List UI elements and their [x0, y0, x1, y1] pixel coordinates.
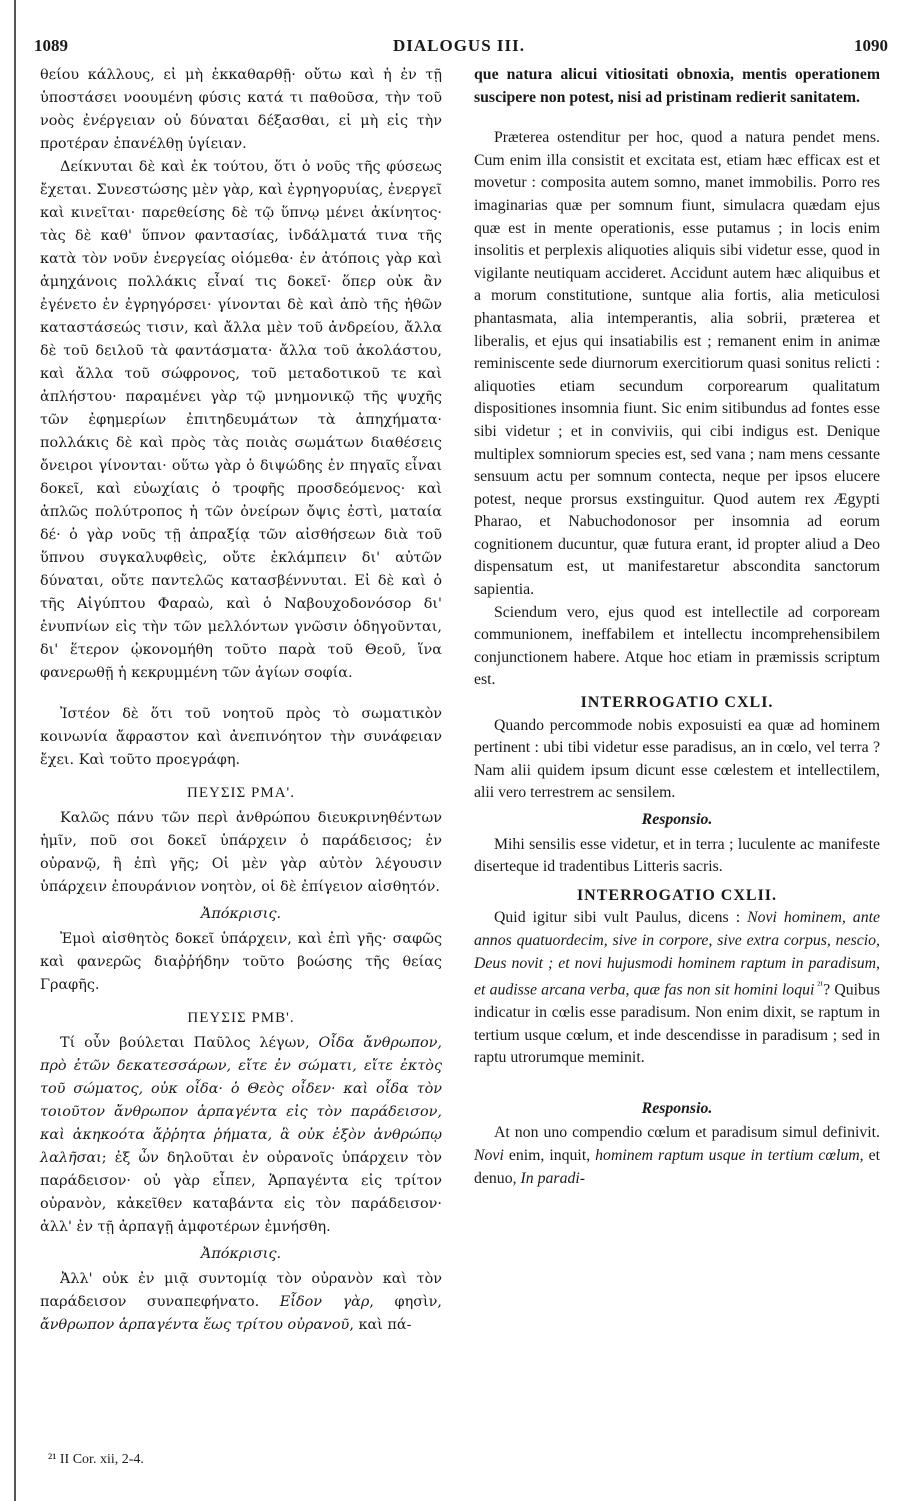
greek-q142-lead: Τί οὖν βούλεται Παῦλος λέγων,	[60, 1035, 319, 1051]
left-page-number: 1089	[34, 36, 68, 55]
latin-paragraph-3: Sciendum vero, ejus quod est intellectile ad corpoream communionem, ineffabilem et intellectu incomprehensibilem conjunctionem habere. Atque hoc etiam in præmissis scriptum est.	[474, 603, 880, 689]
greek-answer-142	[40, 1268, 442, 1337]
latin-q142-quote: Novi hominem, ante annos quatuordecim, sive in corpore, sive extra corpus, nescio, Deus novit ; et novi hujusmodi hominem raptum in paradisum, et audisse arcana verba, quæ fas non sit homini loqui	[474, 909, 880, 999]
right-page-number: 1090	[854, 36, 888, 55]
greek-q142-rest: ; ἐξ ὧν δηλοῦται ἐν οὐρανοῖς ὑπάρχειν τὸν παράδεισον· οὐ γὰρ εἶπεν, Ἁρπαγέντα εἰς τρίτον οὐρανὸν, κἀκεῖθεν καταβάντα εἰς τὸν παράδεισον· ἀλλ' ἐν τῇ ἁρπαγῇ ἀμφοτέρων ἐμνήσθη.	[40, 1150, 442, 1235]
latin-question-heading-142: INTERROGATIO CXLII.	[576, 886, 778, 904]
greek-question-heading-142: ΠΕΥΣΙΣ ΡΜΒ'.	[187, 1010, 295, 1026]
greek-response-heading-1: Ἀπόκρισις.	[200, 906, 282, 922]
latin-question-141: Quando percommode nobis exposuisti ea quæ ad hominem pertinent : ubi tibi videtur esse paradisus, an in cœlo, vel terra ? Nam alii quidem ipsum dicunt esse cœlestem et intellectilem, alii vero terrestrem ac sensilem.	[474, 716, 880, 802]
greek-a142-lead: Ἀλλ' οὐκ ἐν μιᾷ συντομίᾳ τὸν οὐρανὸν καὶ τὸν παράδεισον συναπεφήνατο.	[40, 1271, 442, 1310]
greek-column	[40, 64, 442, 1337]
latin-a142-mid: enim, inquit,	[503, 1146, 596, 1164]
running-title: DIALOGUS III.	[392, 36, 526, 55]
latin-q142-lead: Quid igitur sibi vult Paulus, dicens :	[494, 909, 748, 927]
greek-question-142	[40, 1032, 442, 1239]
greek-paragraph-2: Δείκνυται δὲ καὶ ἐκ τούτου, ὅτι ὁ νοῦς τῆς φύσεως ἔχεται. Συνεστώσης μὲν γὰρ, καὶ ἐγρηγορυίας, ἐνεργεῖ καὶ κινεῖται· παρεθείσης δὲ τῷ ὕπνῳ μένει ἀκίνητος· τὰς δὲ καθ' ὕπνον φαντασίας, ἰνδάλματά τινα τῆς κατὰ τὸν νοῦν ἐνεργείας οἰόμεθα· ἐν ἀτόποις γὰρ καὶ ἀμηχάνοις πολλάκις εἶναί τις δοκεῖ· ὅπερ οὐκ ἂν ἐγένετο ἐν ἐγρηγόρσει· γίνονται δὲ καὶ ἀπὸ τῆς ἠθῶν καταστάσεώς τισιν, καὶ ἄλλα μὲν τοῦ ἀνδρείου, ἄλλα δὲ τοῦ δειλοῦ τὰ φαντάσματα· ἄλλα τοῦ ἀκολάστου, καὶ ἄλλα τοῦ σώφρονος, τοῦ μεταδοτικοῦ τε καὶ ἀπλήστου· παραμένει γὰρ τῷ μνημονικῷ τῆς ψυχῆς τῶν ἐφημερίων ἐπιτηδευμάτων τὰ ἀπηχήματα· πολλάκις δὲ καὶ πρὸς τὰς ποιὰς σωμάτων διαθέσεις ὄνειροι γίνονται· οὕτω γὰρ ὁ διψώδης ἐν πηγαῖς εἶναι δοκεῖ, καὶ εὐωχίαις ὁ τροφῆς προσδεόμενος· καὶ ἁπλῶς πολύτροπος ἡ τῶν ὀνείρων ὄψις ἐστὶ, ματαία δέ· ὁ γὰρ νοῦς τῇ ἀπραξίᾳ τῶν αἰσθήσεων διὰ τοῦ ὕπνου συγκαλυφθεὶς, οὔτε ἐκλάμπειν δι' αὐτῶν δύναται, οὔτε παντελῶς κατασβέννυται. Εἰ δὲ καὶ ὁ τῆς Αἰγύπτου Φαραὼ, καὶ ὁ Ναβουχοδονόσορ δι' ἐνυπνίων εἰς τὴν τῶν μελλόντων γνῶσιν ὁδηγοῦνται, δι' ἕτερον ᾠκονομήθη τοῦτο παρὰ τοῦ Θεοῦ, ἵνα φανερωθῇ ἡ κεκρυμμένη τῶν ἁγίων σοφία.	[40, 159, 442, 681]
latin-a142-mid-2: , et denuo,	[474, 1146, 880, 1187]
greek-paragraph-1: θείου κάλλους, εἰ μὴ ἐκκαθαρθῇ· οὔτω καὶ ἡ ἐν τῇ ὑποστάσει νοουμένη φύσις κατά τι παθοῦσα, τὴν τοῦ νοὸς ἐνέργειαν οὐ δύναται δέξασθαι, εἰ μὴ εἰς τὴν προτέραν ἐπανέλθῃ ὑγίειαν.	[40, 67, 442, 152]
greek-a142-quote-1: Εἶδον γὰρ	[279, 1294, 370, 1310]
greek-a142-end: , καὶ πά-	[349, 1317, 412, 1333]
latin-answer-141: Mihi sensilis esse videtur, et in terra ; luculente ac manifeste diserteque id tradentibus Litteris sacris.	[474, 835, 880, 876]
latin-a142-quote-3: In paradi-	[520, 1169, 586, 1187]
greek-answer-141: Ἐμοὶ αἰσθητὸς δοκεῖ ὑπάρχειν, καὶ ἐπὶ γῆς· σαφῶς καὶ φανερῶς διαῤῥήδην τοῦτο βοώσης τῆς θείας Γραφῆς.	[40, 931, 442, 993]
greek-question-heading-141: ΠΕΥΣΙΣ ΡΜΑ'.	[187, 785, 295, 801]
latin-response-heading-1: Responsio.	[641, 811, 713, 828]
footnote: ²¹ II Cor. xii, 2-4.	[48, 1452, 144, 1467]
latin-footnote-ref: ²¹	[814, 980, 824, 992]
binding-edge-line	[14, 0, 16, 1501]
latin-a142-lead: At non uno compendio cœlum et paradisum simul definivit.	[494, 1124, 880, 1142]
latin-question-142	[474, 907, 880, 1069]
greek-q142-quote: Οἶδα ἄνθρωπον, πρὸ ἐτῶν δεκατεσσάρων, εἴτε ἐν σώματι, εἴτε ἐκτὸς τοῦ σώματος, οὐκ οἶδα· ὁ Θεὸς οἶδεν· καὶ οἶδα τὸν τοιοῦτον ἄνθρωπον ἁρπαγέντα εἰς τὸν παράδεισον, καὶ ἀκηκοότα ἄῤῥητα ῥήματα, ἃ οὐκ ἐξὸν ἀνθρώπῳ λαλῆσαι	[40, 1035, 443, 1166]
greek-a142-quote-2: ἄνθρωπον ἁρπαγέντα ἕως τρίτου οὐρανοῦ	[40, 1317, 350, 1333]
greek-a142-mid: , φησὶν,	[369, 1294, 442, 1310]
greek-paragraph-3: Ἰστέον δὲ ὅτι τοῦ νοητοῦ πρὸς τὸ σωματικὸν κοινωνία ἄφραστον καὶ ἀνεπινόητον τὴν συνάφειαν ἔχει. Καὶ τοῦτο προεγράφη.	[40, 706, 442, 768]
latin-question-heading-141: INTERROGATIO CXLI.	[580, 694, 774, 712]
latin-paragraph-1: que natura alicui vitiositati obnoxia, mentis operationem suscipere non potest, nisi ad pristinam redierit sanitatem.	[474, 66, 880, 106]
latin-answer-142	[474, 1122, 880, 1190]
latin-response-heading-2: Responsio.	[641, 1099, 713, 1117]
greek-question-141: Καλῶς πάνυ τῶν περὶ ἀνθρώπου διευκρινηθέντων ἡμῖν, ποῦ σοι δοκεῖ ὑπάρχειν ὁ παράδεισος; ἐν οὐρανῷ, ἢ ἐπὶ γῆς; Οἱ μὲν γὰρ αὐτὸν λέγουσιν ὑπάρχειν ἐπουράνιον νοητὸν, οἱ δὲ ἐπίγειον αἰσθητόν.	[40, 810, 442, 895]
latin-a142-quote-2: hominem raptum usque in tertium cœlum	[595, 1146, 860, 1164]
latin-q142-rest: ? Quibus indicatur in cœlis esse paradisum. Non enim dixit, se raptum in tertium usque cœlum, et inde descendisse in paradisum ; sed in raptu utrorumque meminit.	[474, 981, 880, 1067]
latin-a142-quote-1: Novi	[474, 1146, 504, 1164]
greek-response-heading-2: Ἀπόκρισις.	[200, 1246, 282, 1262]
latin-column	[474, 64, 880, 1190]
latin-paragraph-2: Præterea ostenditur per hoc, quod a natura pendet mens. Cum enim illa consistit et excitata est, etiam hæc efficax est et movetur : composita autem somno, manet immobilis. Porro res imaginarias quæ per somnum fiunt, simulacra quædam ejus quæ est in mente operationis, esse putamus ; in locis enim insolitis et perplexis aliquoties aliquis sibi videtur esse, quod in vigilante neutiquam accideret. Accidunt autem hæc aliquibus et a morum constitutione, suntque alia fortis, alia meticulosi phantasmata, alia intemperantis, alia sobrii, præterea et liberalis, et ejus qui insatiabilis est ; remanent enim in animæ reminiscente sede diurnorum exercitiorum quasi sonitus relicti : aliquoties etiam secundum corporearum qualitatum dispositiones insomnia fiunt. Sic enim sitibundus ad fontes esse sibi videtur ; et in conviviis, qui cibi indigus est. Denique multiplex somniorum species est, sed vana ; nam mens cessante sensuum actu per somnum contecta, neque per ipsos elucere potest, neque prorsus exstinguitur. Quod autem rex Ægypti Pharao, et Nabuchodonosor per insomnia ad eorum cognitionem ducuntur, quæ futura erant, id propter aliud a Deo dispensatum est, ut manifestaretur abscondita sanctorum sapientia.	[474, 129, 880, 599]
